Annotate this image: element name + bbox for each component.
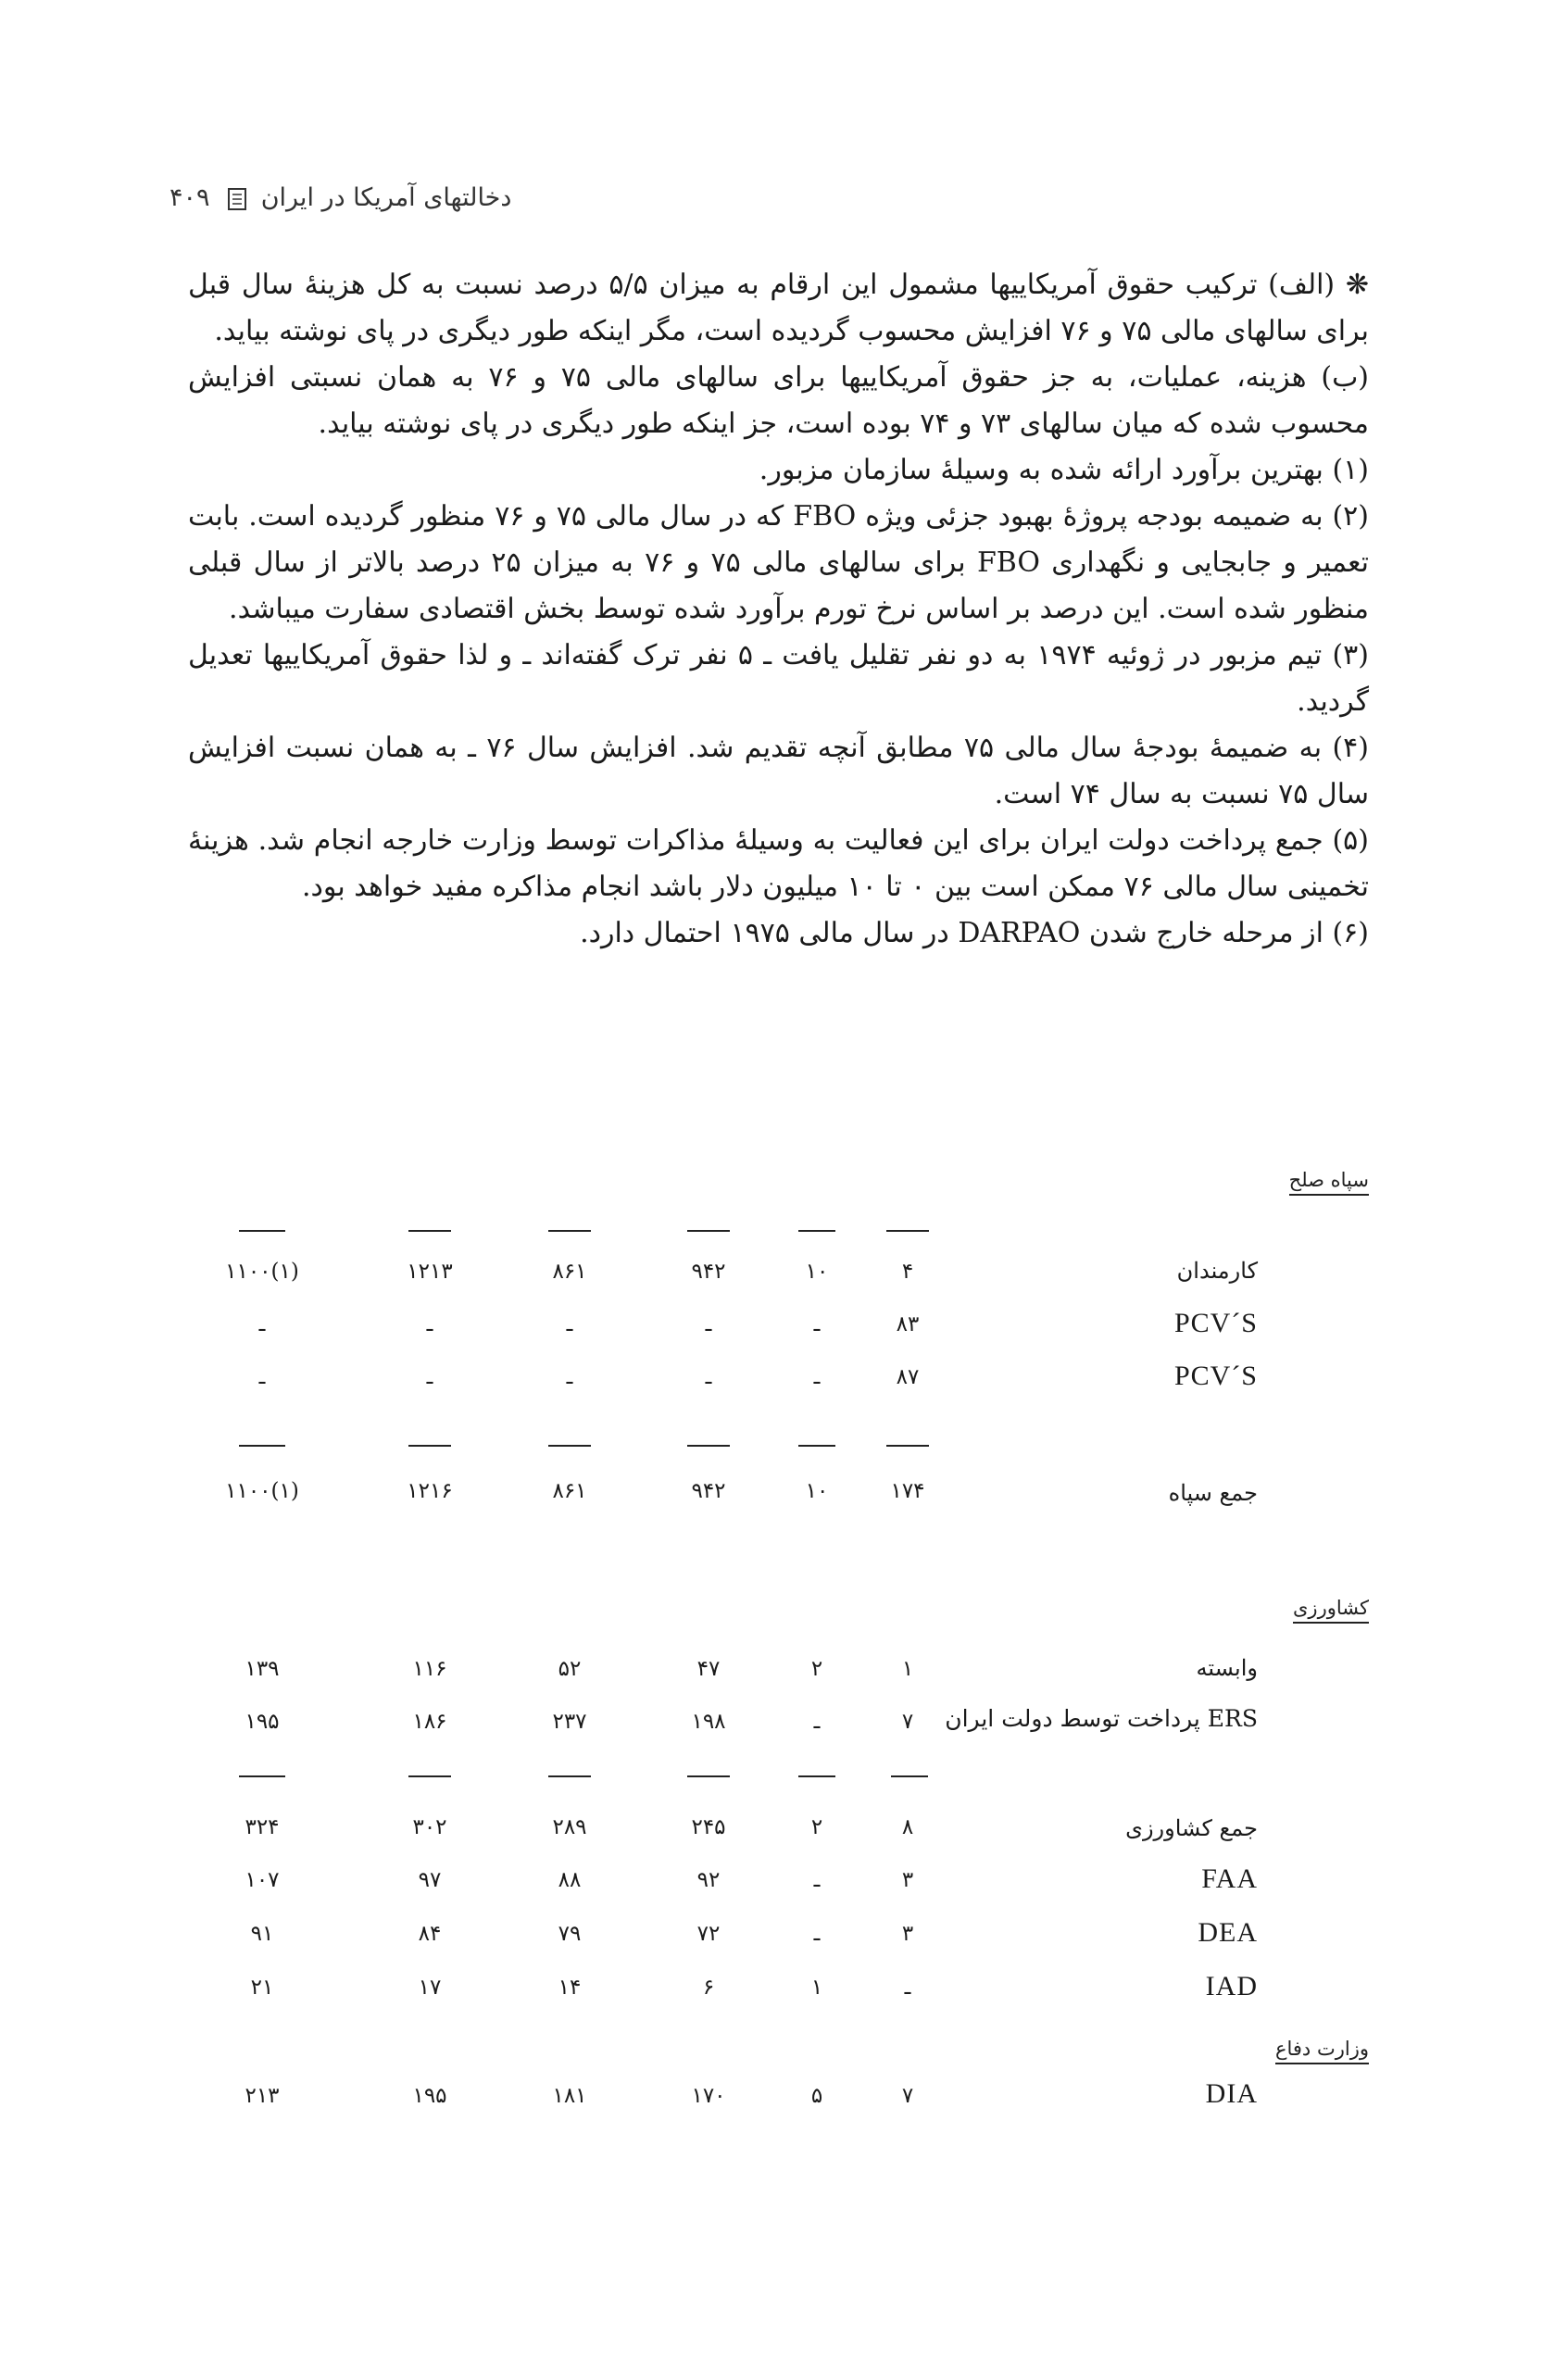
table-cell: ـ [904, 1976, 911, 2000]
column-rule [408, 1775, 451, 1777]
table-cell: ۷ [901, 2084, 914, 2108]
table-cell: ۸۳ [896, 1312, 920, 1336]
column-rule [886, 1230, 929, 1232]
table-cell: ۴ [901, 1260, 914, 1284]
row-label: ERS پرداخت توسط دولت ایران [945, 1705, 1258, 1732]
table-cell: ۱۴ [558, 1976, 582, 2000]
table-cell: (۱)۱۱۰۰ [225, 1479, 299, 1503]
column-rule [798, 1775, 835, 1777]
table-cell: ـ [813, 1922, 821, 1946]
section-title-defense: وزارت دفاع [1275, 2038, 1369, 2064]
table-cell: ـ [258, 1365, 266, 1389]
table-cell: ۸۶۱ [552, 1260, 587, 1284]
footnotes-block [188, 262, 1369, 957]
table-cell: ۸ [901, 1815, 914, 1839]
table-cell: ۱۰ [805, 1260, 829, 1284]
table-cell: ـ [566, 1365, 573, 1389]
table-cell: ۵۲ [558, 1657, 582, 1681]
note-1: (۱) بهترین برآورد ارائه شده به وسیلهٔ سازمان مزبور. [759, 454, 1369, 486]
table-cell: ۸۶۱ [552, 1479, 587, 1503]
table-cell: ۱۲۱۳ [407, 1260, 453, 1284]
table-cell: ـ [813, 1868, 821, 1892]
table-cell: ۵ [810, 2084, 823, 2108]
table-cell: ۱۲۱۶ [407, 1479, 453, 1503]
column-rule [687, 1230, 730, 1232]
table-cell: ۱۹۸ [691, 1710, 726, 1734]
table-cell: ۱۱۶ [412, 1657, 447, 1681]
column-rule [239, 1230, 285, 1232]
table-cell: ـ [426, 1312, 433, 1336]
column-rule [687, 1775, 730, 1777]
table-cell: ـ [705, 1312, 712, 1336]
table-cell: ـ [258, 1312, 266, 1336]
table-cell: ـ [705, 1365, 712, 1389]
table-cell: ـ [566, 1312, 573, 1336]
table-cell: ۳۰۲ [412, 1815, 447, 1839]
table-cell: ـ [813, 1710, 821, 1734]
table-cell: ۱۰۷ [245, 1868, 280, 1892]
table-cell: ۷ [901, 1710, 914, 1734]
column-rule [239, 1445, 285, 1447]
book-icon [227, 187, 247, 211]
table-cell: ۹۱ [250, 1922, 274, 1946]
table-cell: ۳ [901, 1868, 914, 1892]
column-rule [548, 1230, 591, 1232]
table-cell: ۱۷۴ [890, 1479, 925, 1503]
column-rule [548, 1445, 591, 1447]
table-cell: ـ [813, 1312, 821, 1336]
column-rule [408, 1230, 451, 1232]
table-cell: ۲۱۳ [245, 2084, 280, 2108]
table-cell: ۳ [901, 1922, 914, 1946]
table-cell: ۴۷ [696, 1657, 721, 1681]
row-label: PCV´S [1173, 1361, 1258, 1391]
note-6: (۶) از مرحله خارج شدن DARPAO در سال مالی ۱۹۷۵ احتمال دارد. [580, 917, 1369, 949]
row-label-total: جمع سپاه [1168, 1480, 1258, 1506]
row-label: DEA [1198, 1917, 1258, 1948]
table-cell: ۷۲ [696, 1922, 721, 1946]
table-cell: ۹۴۲ [691, 1260, 726, 1284]
row-label: DIA [1205, 2078, 1258, 2109]
column-rule [239, 1775, 285, 1777]
running-header [169, 183, 540, 212]
table-cell: ۱۸۶ [412, 1710, 447, 1734]
column-rule [798, 1230, 835, 1232]
note-general-b: (ب) هزینه، عملیات، به جز حقوق آمریکاییها برای سالهای مالی ۷۵ و ۷۶ به همان نسبتی افزایش محسوب شده که میان سالهای ۷۳ و ۷۴ بوده است، جز اینکه طور دیگری در پای نوشته بیاید. [188, 361, 1370, 440]
table-cell: ۹۴۲ [691, 1479, 726, 1503]
table-cell: ۲ [810, 1815, 823, 1839]
table-cell: ۲۳۷ [552, 1710, 587, 1734]
note-4: (۴) به ضمیمهٔ بودجهٔ سال مالی ۷۵ مطابق آنچه تقدیم شد. افزایش سال ۷۶ ـ به همان نسبت افزایش سال ۷۵ نسبت به سال ۷۴ است. [188, 732, 1369, 810]
column-rule [687, 1445, 730, 1447]
table-cell: ۱۰ [805, 1479, 829, 1503]
table-cell: ـ [426, 1365, 433, 1389]
table-cell: ۹۲ [696, 1868, 721, 1892]
row-label: IAD [1205, 1971, 1258, 2001]
table-cell: ۱۷۰ [691, 2084, 726, 2108]
table-cell: ۱۹۵ [245, 1710, 280, 1734]
table-cell: ۸۸ [558, 1868, 582, 1892]
table-cell: ۳۲۴ [245, 1815, 280, 1839]
row-label: PCV´S [1173, 1308, 1258, 1338]
table-cell: ۲۴۵ [691, 1815, 726, 1839]
header-title: دخالتهای آمریکا در ایران [260, 183, 512, 212]
page-number: ۴۰۹ [169, 183, 210, 212]
section-title-peace-corps: سپاه صلح [1289, 1169, 1369, 1196]
table-cell: ۹۷ [418, 1868, 442, 1892]
table-cell: ۱۸۱ [552, 2084, 587, 2108]
note-general-a: ❋ (الف) ترکیب حقوق آمریکاییها مشمول این ارقام به میزان ۵/۵ درصد نسبت به کل هزینهٔ سال قبل برای سالهای مالی ۷۵ و ۷۶ افزایش محسوب گردیده است، مگر اینکه طور دیگری در پای نوشته بیاید. [188, 269, 1369, 347]
table-cell: ۲۱ [250, 1976, 274, 2000]
section-title-agriculture: کشاورزی [1293, 1597, 1369, 1624]
note-3: (۳) تیم مزبور در ژوئیه ۱۹۷۴ به دو نفر تقلیل یافت ـ ۵ نفر ترک گفته‌اند ـ و لذا حقوق آمریکاییها تعدیل گردید. [188, 639, 1369, 718]
table-cell: ۱۹۵ [412, 2084, 447, 2108]
note-2: (۲) به ضمیمه بودجه پروژهٔ بهبود جزئی ویژه FBO که در سال مالی ۷۵ و ۷۶ منظور گردیده است. بابت تعمیر و جابجایی و نگهداری FBO برای سالهای مالی ۷۵ و ۷۶ به میزان ۲۵ درصد بالاتر از سال قبلی منظور شده است. این درصد بر اساس نرخ تورم برآورد شده توسط بخش اقتصادی سفارت میباشد. [188, 500, 1370, 625]
table-cell: ۸۴ [418, 1922, 442, 1946]
table-cell: ۱۷ [418, 1976, 442, 2000]
table-cell: ـ [813, 1365, 821, 1389]
column-rule [886, 1445, 929, 1447]
table-cell: ۱۳۹ [245, 1657, 280, 1681]
table-cell: ۲ [810, 1657, 823, 1681]
row-label: کارمندان [1176, 1258, 1258, 1284]
row-label: FAA [1201, 1863, 1258, 1894]
column-rule [798, 1445, 835, 1447]
column-rule [548, 1775, 591, 1777]
table-cell: ۲۸۹ [552, 1815, 587, 1839]
table-cell: ۷۹ [558, 1922, 582, 1946]
table-cell: ۶ [702, 1976, 715, 2000]
table-cell: ۸۷ [896, 1365, 920, 1389]
row-label-total: جمع کشاورزی [1125, 1815, 1258, 1841]
note-5: (۵) جمع پرداخت دولت ایران برای این فعالیت به وسیلهٔ مذاکرات توسط وزارت خارجه انجام شد. هزینهٔ تخمینی سال مالی ۷۶ ممکن است بین ۰ تا ۱۰ میلیون دلار باشد انجام مذاکره مفید خواهد بود. [188, 824, 1369, 903]
table-cell: ۱ [810, 1976, 823, 2000]
column-rule [408, 1445, 451, 1447]
table-cell: ۱ [901, 1657, 914, 1681]
table-cell: (۱)۱۱۰۰ [225, 1260, 299, 1284]
column-rule [891, 1775, 928, 1777]
row-label: وابسته [1196, 1655, 1258, 1681]
